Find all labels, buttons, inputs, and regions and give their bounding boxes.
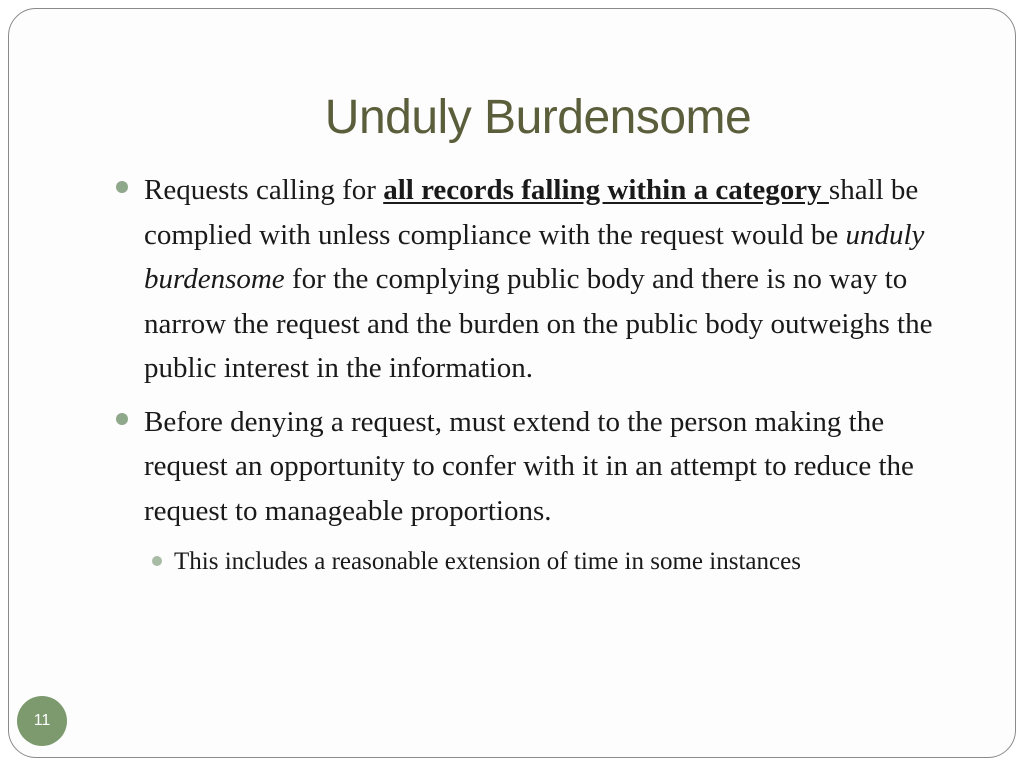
bullet-1-italic: unduly burdensome [144, 218, 925, 295]
bullet-item-2 [112, 400, 972, 534]
bullet-item-1 [112, 168, 972, 391]
slide-content [112, 168, 972, 582]
bullet-2-text: Before denying a request, must extend to the person making the request an opportunity to confer with it in an attempt to reduce the request to manageable proportions. [144, 405, 914, 527]
sub-bullet-item-1 [112, 542, 972, 582]
bullet-1-text-before: Requests calling for [144, 174, 384, 206]
sub-bullet-1-text: This includes a reasonable extension of time in some instances [174, 548, 801, 575]
page-number-badge: 11 [17, 696, 67, 746]
bullet-dot-icon [116, 413, 128, 425]
bullet-1-text-after: for the complying public body and there is no way to narrow the request and the burden on the public body outweighs the public interest in the information. [144, 263, 933, 384]
bullet-1-text-middle: shall be complied with unless compliance with the request would be [144, 174, 919, 251]
sub-bullet-dot-icon [152, 556, 162, 566]
bullet-dot-icon [116, 181, 128, 193]
bullet-1-emphasis: all records falling within a category [383, 174, 829, 206]
slide-title: Unduly Burdensome [324, 91, 752, 144]
